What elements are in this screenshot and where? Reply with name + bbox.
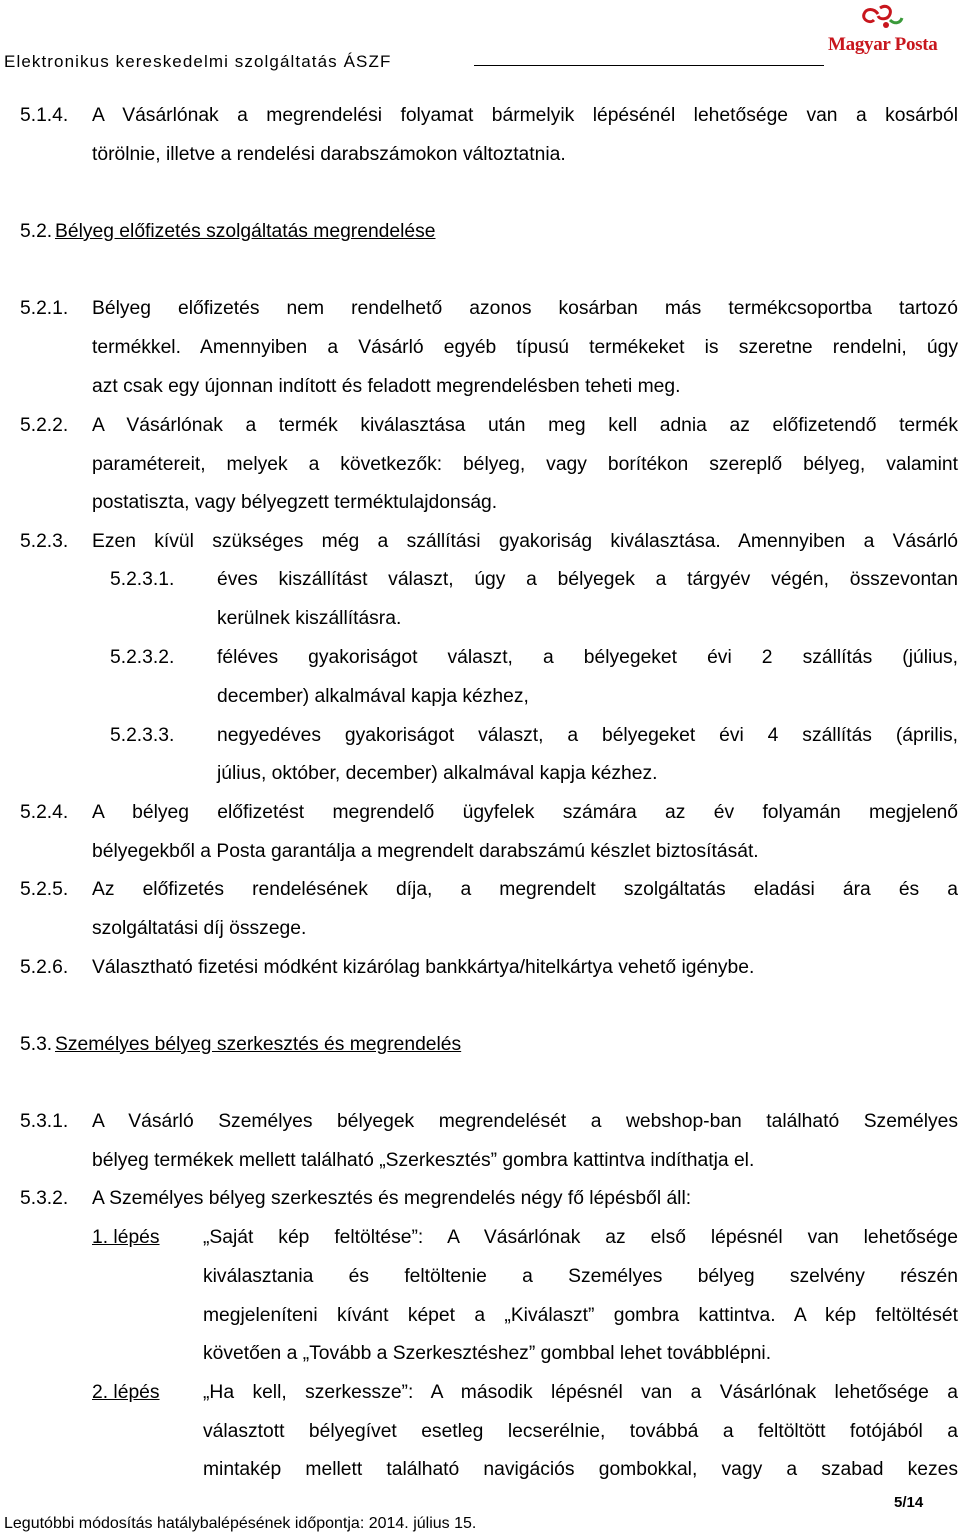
header-rule [474,65,824,66]
section-number: 5.2.3.1. [110,569,175,590]
section-number: 5.3.1. [20,1111,69,1132]
paragraph-line: mintakép mellett található navigációs gombokkal, vagy a szabad kezes [203,1459,958,1480]
document-title: Elektronikus kereskedelmi szolgáltatás ÁSZF [4,52,392,71]
section-number: 5.2. [20,221,53,242]
paragraph-line: A Személyes bélyeg szerkesztés és megrendelés négy fő lépésből áll: [92,1188,692,1209]
paragraph-line: termékkel. Amennyiben a Vásárló egyéb típusú termékeket is szeretne rendelni, úgy [92,337,958,358]
paragraph-line: A bélyeg előfizetést megrendelő ügyfelek számára az év folyamán megjelenő [92,802,958,823]
logo-text: Magyar Posta [828,34,938,55]
section-number: 5.2.5. [20,879,69,900]
paragraph-line: megjeleníteni kívánt képet a „Kiválaszt” gombra kattintva. A kép feltöltését [203,1305,958,1326]
paragraph-line: kiválasztania és feltöltenie a Személyes bélyeg szelvény részén [203,1266,958,1287]
paragraph-line: negyedéves gyakoriságot választ, a bélyegeket évi 4 szállítás (április, [217,725,958,746]
magyar-posta-logo [822,0,938,68]
section-number: 5.2.4. [20,802,69,823]
paragraph-line: törölnie, illetve a rendelési darabszámokon változtatnia. [92,144,566,165]
paragraph-line: szolgáltatási díj összege. [92,918,307,939]
section-number: 2. lépés [92,1382,160,1403]
section-number: 5.2.3. [20,531,69,552]
page-number: 5/14 [894,1494,924,1511]
paragraph-line: választott bélyegívet esetleg lecserélnie, továbbá a feltöltött fotójából a [203,1421,958,1442]
paragraph-line: bélyeg termékek mellett található „Szerkesztés” gombra kattintva indíthatja el. [92,1150,755,1171]
footer-date: Legutóbbi módosítás hatálybalépésének időpontja: 2014. július 15. [4,1515,477,1532]
paragraph-line: „Ha kell, szerkessze”: A második lépésnél van a Vásárlónak lehetősége a [203,1382,958,1403]
paragraph-line: postatiszta, vagy bélyegzett terméktulajdonság. [92,492,498,513]
section-heading: Bélyeg előfizetés szolgáltatás megrendelése [55,221,436,242]
paragraph-line: kerülnek kiszállításra. [217,608,402,629]
paragraph-line: Az előfizetés rendelésének díja, a megrendelt szolgáltatás eladási ára és a [92,879,958,900]
section-heading: Személyes bélyeg szerkesztés és megrendelés [55,1034,462,1055]
section-number: 5.2.2. [20,415,69,436]
section-number: 5.3. [20,1034,53,1055]
section-number: 5.2.3.3. [110,725,175,746]
paragraph-line: július, október, december) alkalmával kapja kézhez. [217,763,658,784]
paragraph-line: paramétereit, melyek a következők: bélyeg, vagy borítékon szereplő bélyeg, valamint [92,454,958,475]
paragraph-line: A Vásárlónak a megrendelési folyamat bármelyik lépésénél lehetősége van a kosárból [92,105,958,126]
paragraph-line: követően a „Tovább a Szerkesztéshez” gombbal lehet továbblépni. [203,1343,772,1364]
section-number: 5.3.2. [20,1188,69,1209]
section-number: 5.2.3.2. [110,647,175,668]
section-number: 5.1.4. [20,105,69,126]
section-number: 5.2.1. [20,298,69,319]
paragraph-line: Bélyeg előfizetés nem rendelhető azonos kosárban más termékcsoportba tartozó [92,298,958,319]
paragraph-line: december) alkalmával kapja kézhez, [217,686,529,707]
section-number: 1. lépés [92,1227,160,1248]
paragraph-line: Választható fizetési módként kizárólag bankkártya/hitelkártya vehető igénybe. [92,957,755,978]
paragraph-line: A Vásárlónak a termék kiválasztása után meg kell adnia az előfizetendő termék [92,415,958,436]
paragraph-line: bélyegekből a Posta garantálja a megrendelt darabszámú készlet biztosítását. [92,841,759,862]
paragraph-line: Ezen kívül szükséges még a szállítási gyakoriság kiválasztása. Amennyiben a Vásárló [92,531,958,552]
paragraph-line: A Vásárló Személyes bélyegek megrendelését a webshop-ban található Személyes [92,1111,958,1132]
paragraph-line: féléves gyakoriságot választ, a bélyegeket évi 2 szállítás (július, [217,647,958,668]
paragraph-line: éves kiszállítást választ, úgy a bélyegek a tárgyév végén, összevontan [217,569,958,590]
page-header [4,52,824,74]
section-number: 5.2.6. [20,957,69,978]
paragraph-line: „Saját kép feltöltése”: A Vásárlónak az első lépésnél van lehetősége [203,1227,958,1248]
paragraph-line: azt csak egy újonnan indított és feladott megrendelésben teheti meg. [92,376,681,397]
